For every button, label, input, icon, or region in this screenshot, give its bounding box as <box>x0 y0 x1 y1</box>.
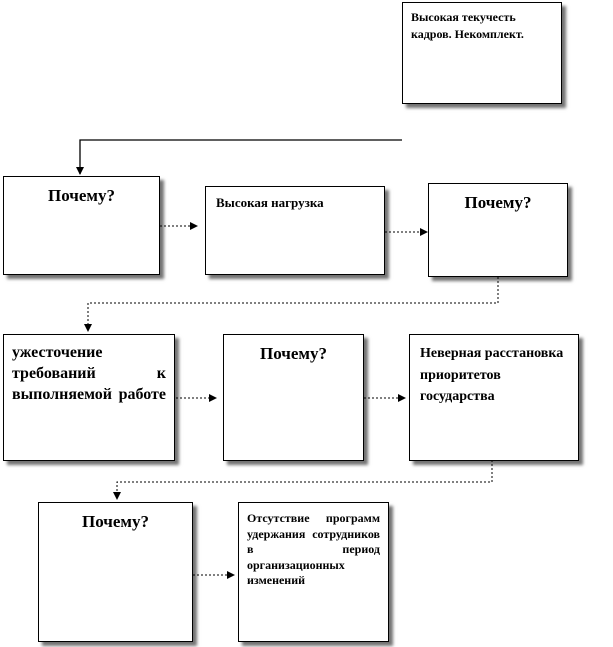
node-why-4 <box>38 502 193 642</box>
node-problem-text: Высокая текучесть кадров. Некомплект. <box>411 10 524 42</box>
node-no-retention-programs <box>238 502 389 642</box>
connector-priorities-to-why4 <box>117 460 492 499</box>
node-high-load-text: Высокая нагрузка <box>216 195 324 210</box>
node-no-retention-programs-text: Отсутствие программ удержания сотрудников в период организационных изменений <box>247 511 380 588</box>
node-stricter-requirements-text: ужесточение требований к выполняемой работе <box>12 344 166 403</box>
node-why-2-text: Почему? <box>464 193 532 212</box>
connector-problem-to-why1 <box>80 140 402 174</box>
node-why-2 <box>428 183 568 277</box>
node-problem <box>402 2 562 104</box>
node-stricter-requirements <box>3 334 175 461</box>
node-high-load <box>205 186 385 275</box>
node-why-3 <box>223 334 364 461</box>
node-why-1 <box>3 176 160 275</box>
node-why-1-text: Почему? <box>48 186 115 205</box>
node-wrong-priorities-text: Неверная расстановка приоритетов государства <box>420 346 564 405</box>
node-why-3-text: Почему? <box>260 344 327 363</box>
connector-why2-to-stricter <box>88 277 498 331</box>
node-wrong-priorities <box>409 334 579 461</box>
node-why-4-text: Почему? <box>82 512 149 531</box>
